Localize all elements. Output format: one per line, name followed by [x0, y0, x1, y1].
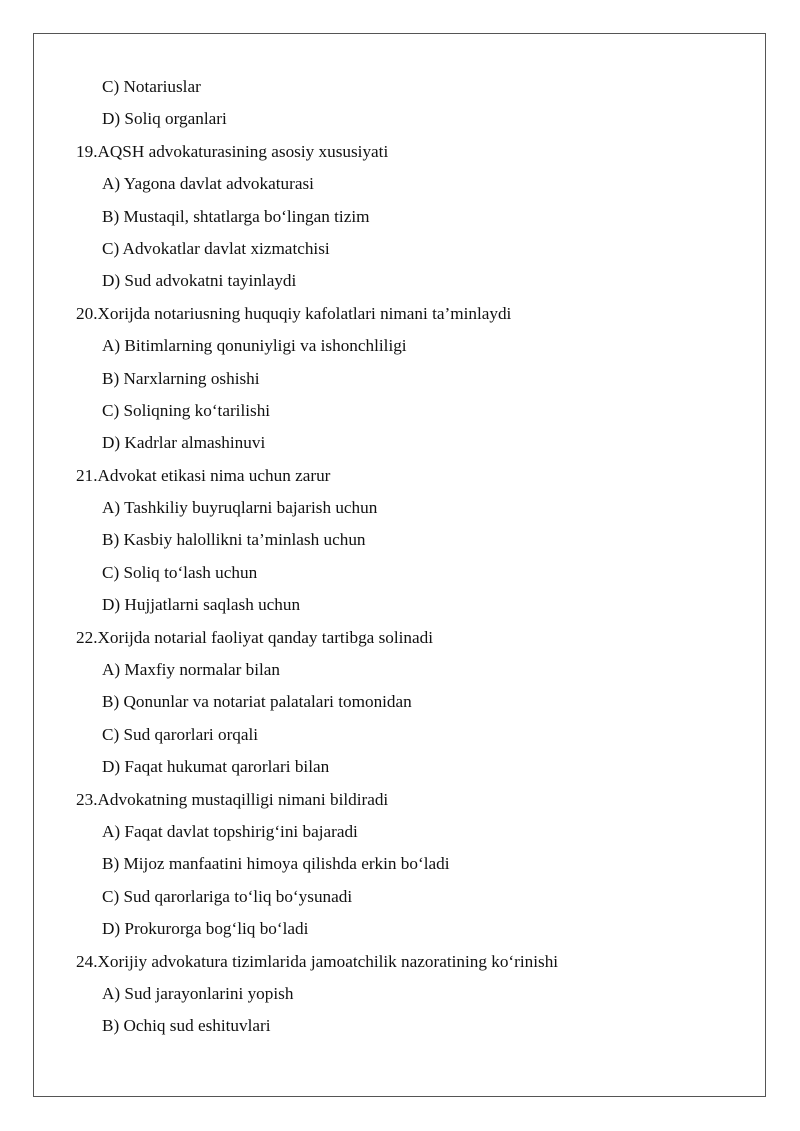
- answer-option: C) Notariuslar: [102, 77, 201, 96]
- answer-option: C) Sud qarorlariga to‘liq bo‘ysunadi: [102, 886, 353, 906]
- answer-option: C) Advokatlar davlat xizmatchisi: [102, 238, 330, 258]
- answer-option: D) Faqat hukumat qarorlari bilan: [102, 757, 330, 777]
- answer-option: C) Sud qarorlari orqali: [102, 724, 259, 744]
- question-text: 20.Xorijda notariusning huquqiy kafolatlari nimani ta’minlaydi: [76, 303, 512, 323]
- answer-option: C) Soliqning ko‘tarilishi: [102, 400, 271, 420]
- answer-option: A) Tashkiliy buyruqlarni bajarish uchun: [102, 498, 378, 518]
- answer-option: B) Mijoz manfaatini himoya qilishda erkin bo‘ladi: [102, 854, 450, 874]
- question-text: 22.Xorijda notarial faoliyat qanday tartibga solinadi: [76, 627, 434, 647]
- answer-option: C) Soliq to‘lash uchun: [102, 562, 258, 582]
- answer-option: B) Qonunlar va notariat palatalari tomonidan: [102, 692, 412, 712]
- answer-option: D) Prokurorga bog‘liq bo‘ladi: [102, 919, 309, 939]
- question-text: 24.Xorijiy advokatura tizimlarida jamoatchilik nazoratining ko‘rinishi: [76, 951, 559, 971]
- question-text: 21.Advokat etikasi nima uchun zarur: [76, 465, 331, 485]
- answer-option: A) Bitimlarning qonuniyligi va ishonchliligi: [102, 336, 407, 356]
- answer-option: A) Sud jarayonlarini yopish: [102, 983, 294, 1003]
- answer-option: D) Soliq organlari: [102, 109, 227, 129]
- answer-option: A) Maxfiy normalar bilan: [102, 660, 281, 680]
- document-body: [0, 71, 800, 1043]
- answer-option: D) Hujjatlarni saqlash uchun: [102, 595, 301, 615]
- answer-option: B) Ochiq sud eshituvlari: [102, 1016, 271, 1036]
- answer-option: B) Mustaqil, shtatlarga bo‘lingan tizim: [102, 206, 370, 226]
- answer-option: A) Yagona davlat advokaturasi: [102, 174, 314, 194]
- question-text: 19.AQSH advokaturasining asosiy xususiyati: [76, 141, 389, 161]
- answer-option: B) Narxlarning oshishi: [102, 368, 260, 388]
- answer-option: D) Sud advokatni tayinlaydi: [102, 271, 297, 291]
- answer-option: A) Faqat davlat topshirig‘ini bajaradi: [102, 821, 358, 841]
- answer-option: B) Kasbiy halollikni ta’minlash uchun: [102, 530, 366, 550]
- question-text: 23.Advokatning mustaqilligi nimani bildiradi: [76, 789, 389, 809]
- answer-option: D) Kadrlar almashinuvi: [102, 433, 266, 453]
